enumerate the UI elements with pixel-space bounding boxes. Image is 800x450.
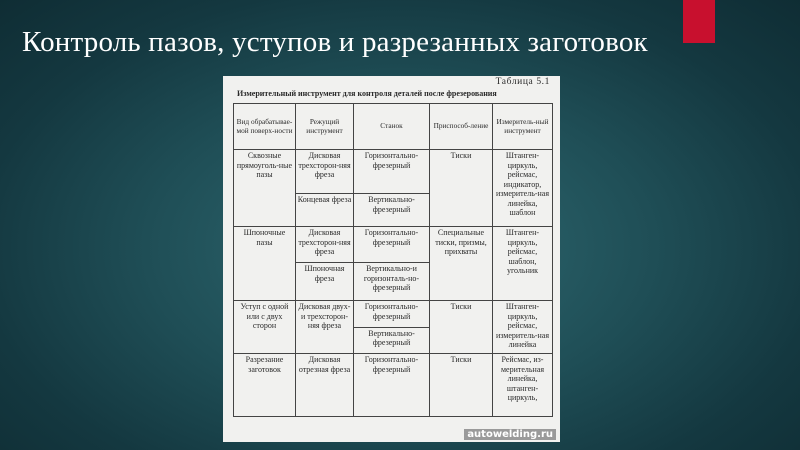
cell-cutting-tool: Дисковая трехсторон-няя фреза <box>296 150 354 194</box>
cell-machine: Горизонтально-фрезерный <box>354 150 430 194</box>
cell-cutting-tool: Дисковая отрезная фреза <box>296 354 354 417</box>
table-caption: Измерительный инструмент для контроля деталей после фрезерования <box>237 89 497 98</box>
table-row <box>234 301 553 328</box>
table-image <box>223 76 560 442</box>
header-fixture: Приспособ-ление <box>430 104 493 150</box>
cell-measuring-tool: Штанген-циркуль, рейсмас, шаблон, угольник <box>493 227 553 301</box>
watermark: autowelding.ru <box>464 429 556 440</box>
cell-fixture: Тиски <box>430 150 493 227</box>
cell-fixture: Тиски <box>430 301 493 354</box>
header-surface: Вид обрабатывае-мой поверх-ности <box>234 104 296 150</box>
cell-surface: Шпоночные пазы <box>234 227 296 301</box>
cell-measuring-tool: Штанген-циркуль, рейсмас, индикатор, измеритель-ная линейка, шаблон <box>493 150 553 227</box>
cell-surface: Сквозные прямоуголь-ные пазы <box>234 150 296 227</box>
header-cutting-tool: Режущий инструмент <box>296 104 354 150</box>
cell-measuring-tool: Штанген-циркуль, рейсмас, измеритель-ная линейка <box>493 301 553 354</box>
cell-machine: Горизонтально-фрезерный <box>354 354 430 417</box>
cell-measuring-tool: Рейсмас, из-мерительная линейка, штанген-циркуль, <box>493 354 553 417</box>
table-row <box>234 354 553 417</box>
table-row <box>234 150 553 194</box>
cell-cutting-tool: Дисковая трехсторон-няя фреза <box>296 227 354 263</box>
cell-cutting-tool: Дисковая двух- и трехсторон-няя фреза <box>296 301 354 354</box>
cell-machine: Вертикально-фрезерный <box>354 194 430 227</box>
header-measuring-tool: Измеритель-ный инструмент <box>493 104 553 150</box>
cell-cutting-tool: Концевая фреза <box>296 194 354 227</box>
cell-machine: Горизонтально-фрезерный <box>354 301 430 328</box>
table-number: Таблица 5.1 <box>495 77 550 87</box>
cell-machine: Горизонтально-фрезерный <box>354 227 430 263</box>
cell-fixture: Специальные тиски, призмы, прихваты <box>430 227 493 301</box>
table-row <box>234 227 553 263</box>
slide-title: Контроль пазов, уступов и разрезанных заготовок <box>22 26 648 58</box>
table-header-row <box>234 104 553 150</box>
cell-machine: Вертикально-фрезерный <box>354 327 430 354</box>
instrument-table <box>233 103 553 417</box>
cell-surface: Разрезание заготовок <box>234 354 296 417</box>
accent-bar <box>683 0 715 43</box>
header-machine: Станок <box>354 104 430 150</box>
cell-machine: Вертикально-и горизонталь-но-фрезерный <box>354 263 430 301</box>
cell-cutting-tool: Шпоночная фреза <box>296 263 354 301</box>
cell-surface: Уступ с одной или с двух сторон <box>234 301 296 354</box>
cell-fixture: Тиски <box>430 354 493 417</box>
